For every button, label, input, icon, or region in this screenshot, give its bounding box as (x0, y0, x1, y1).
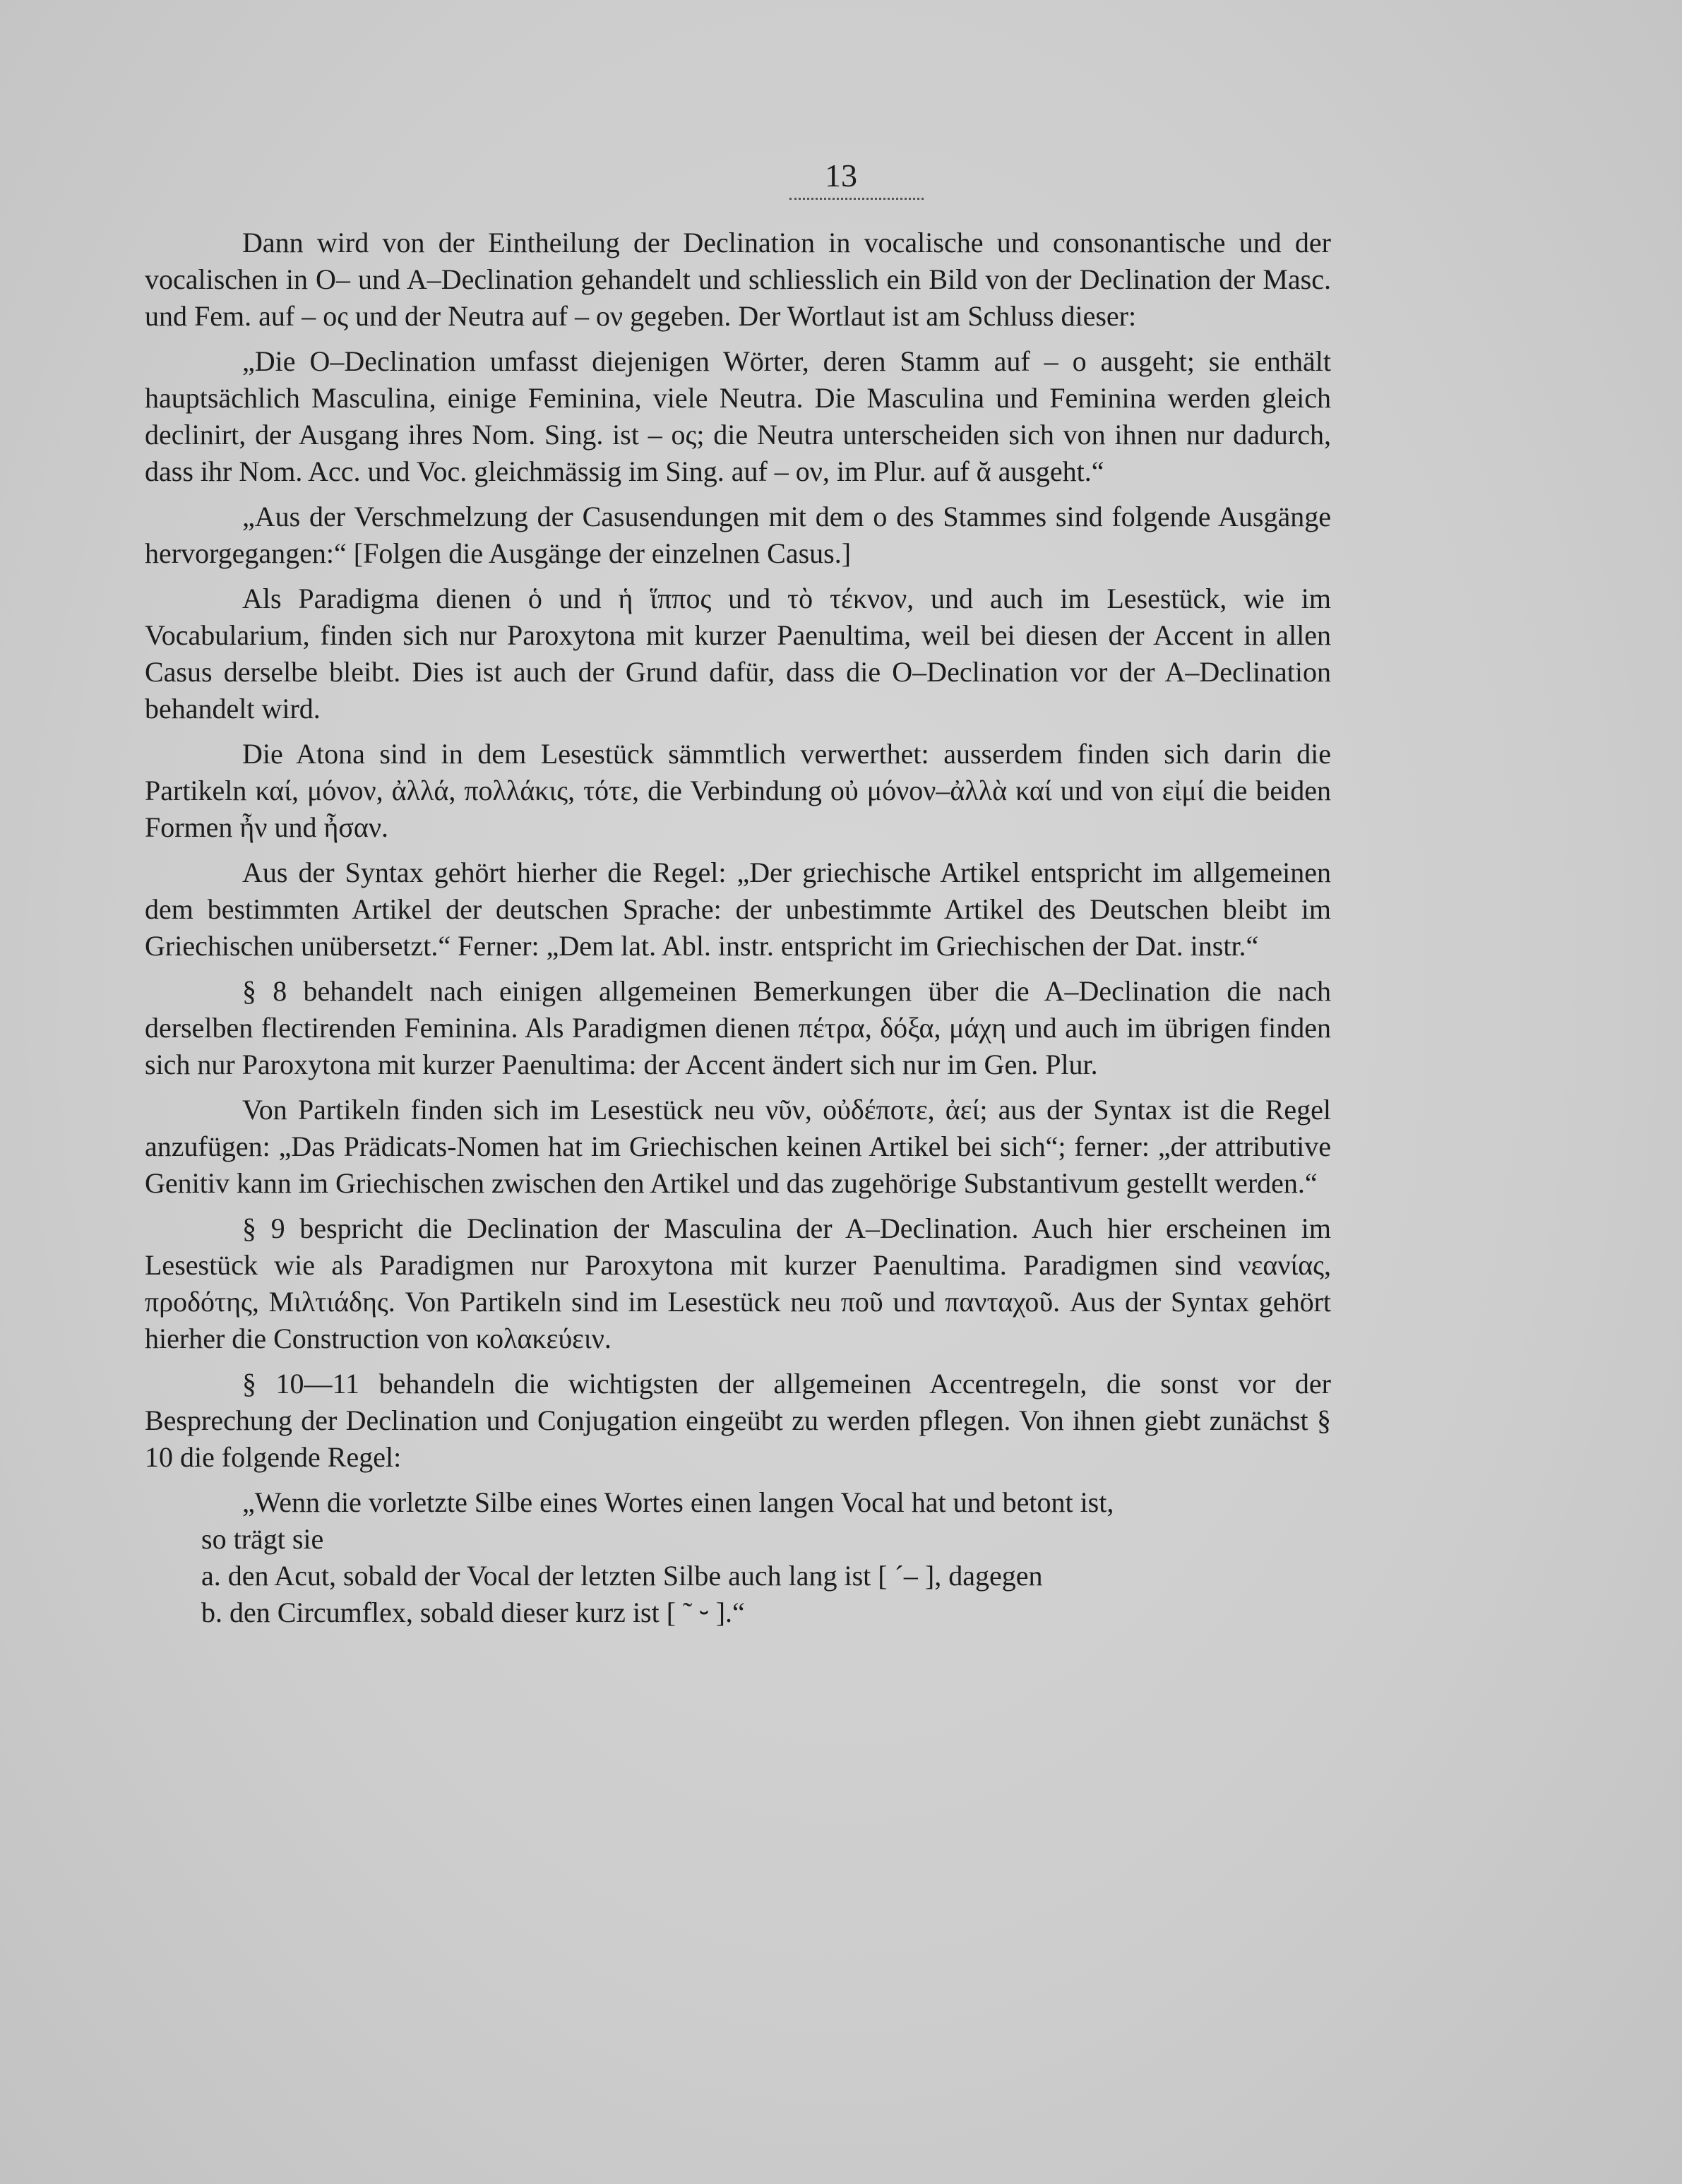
body-text (145, 225, 1331, 1631)
paragraph: Aus der Syntax gehört hierher die Regel: „Der griechische Artikel entspricht im allgemeinen dem bestimmten Artikel der deutschen Sprache: der unbestimmte Artikel des Deutschen bleibt im Griechischen unübersetzt.“ Ferner: „Dem lat. Abl. instr. entspricht im Griechischen der Dat. instr.“ (145, 857, 1331, 962)
paragraph: Dann wird von der Eintheilung der Declination in vocalische und consonantische und der vocalischen in O– und A–Declination gehandelt und schliesslich ein Bild von der Declination der Masc. und Fem. auf – ος und der Neutra auf – ον gegeben. Der Wortlaut ist am Schluss dieser: (145, 227, 1331, 332)
paragraph: Als Paradigma dienen ὁ und ἡ ἵππος und τὸ τέκνον, und auch im Lesestück, wie im Vocabularium, finden sich nur Paroxytona mit kurzer Paenultima, weil bei diesen der Accent in allen Casus derselbe bleibt. Dies ist auch der Grund dafür, dass die O–Declination vor der A–Declination behandelt wird. (145, 583, 1331, 724)
page-number-ornament (789, 198, 924, 200)
rule-continuation: so trägt sie (201, 1523, 324, 1555)
page-number: 13 (825, 157, 857, 193)
paragraph: § 10—11 behandeln die wichtigsten der allgemeinen Accentregeln, die sonst vor der Besprechung der Declination und Conjugation eingeübt zu werden pflegen. Von ihnen giebt zunächst § 10 die folgende Regel: (145, 1368, 1331, 1473)
paragraph: Die Atona sind in dem Lesestück sämmtlich verwerthet: ausserdem finden sich darin die Partikeln καί, μόνον, ἀλλά, πολλάκις, τότε, die Verbindung οὐ μόνον–ἀλλὰ καί und von εἰμί die beiden Formen ἦν und ἦσαν. (145, 738, 1331, 843)
rule-item-b: b. den Circumflex, sobald dieser kurz ist [ ῀ ⏑ ].“ (201, 1597, 745, 1628)
rule-lead: „Wenn die vorletzte Silbe eines Wortes einen langen Vocal hat und betont ist, (242, 1486, 1114, 1518)
accent-rule-quote (145, 1484, 1331, 1631)
rule-item-a: a. den Acut, sobald der Vocal der letzten Silbe auch lang ist [ ´– ], dagegen (201, 1560, 1043, 1592)
paragraph: Von Partikeln finden sich im Lesestück neu νῦν, οὐδέποτε, ἀεί; aus der Syntax ist die Regel anzufügen: „Das Prädicats-Nomen hat im Griechischen keinen Artikel bei sich“; ferner: „der attributive Genitiv kann im Griechischen zwischen den Artikel und das zugehörige Substantivum gestellt werden.“ (145, 1094, 1331, 1199)
paragraph: „Die O–Declination umfasst diejenigen Wörter, deren Stamm auf – ο ausgeht; sie enthält hauptsächlich Masculina, einige Feminina, viele Neutra. Die Masculina und Feminina werden gleich declinirt, der Ausgang ihres Nom. Sing. ist – ος; die Neutra unterscheiden sich von ihnen nur dadurch, dass ihr Nom. Acc. und Voc. gleichmässig im Sing. auf – ον, im Plur. auf ᾰ ausgeht.“ (145, 345, 1331, 487)
paragraph: § 8 behandelt nach einigen allgemeinen Bemerkungen über die A–Declination die nach derselben flectirenden Feminina. Als Paradigmen dienen πέτρα, δόξα, μάχη und auch im übrigen finden sich nur Paroxytona mit kurzer Paenultima: der Accent ändert sich nur im Gen. Plur. (145, 975, 1331, 1080)
paragraph: § 9 bespricht die Declination der Masculina der A–Declination. Auch hier erscheinen im Lesestück wie als Paradigmen nur Paroxytona mit kurzer Paenultima. Paradigmen sind νεανίας, προδότης, Μιλτιάδης. Von Partikeln sind im Lesestück neu ποῦ und πανταχοῦ. Aus der Syntax gehört hierher die Construction von κολακεύειν. (145, 1212, 1331, 1354)
paragraph: „Aus der Verschmelzung der Casusendungen mit dem ο des Stammes sind folgende Ausgänge hervorgegangen:“ [Folgen die Ausgänge der einzelnen Casus.] (145, 501, 1331, 569)
